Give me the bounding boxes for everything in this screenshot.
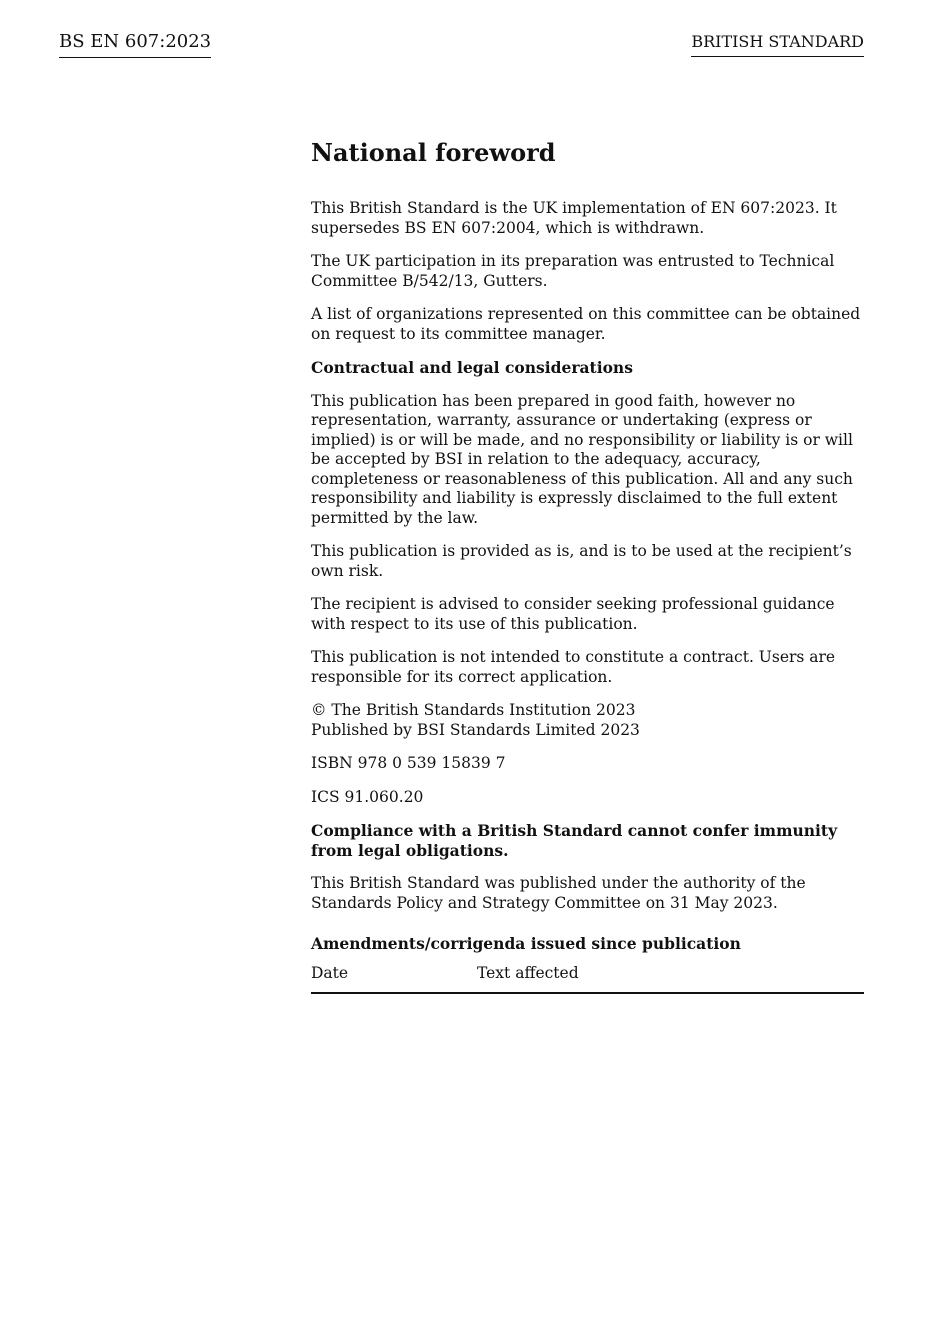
amendments-col-text: Text affected	[477, 964, 579, 982]
compliance-statement: Compliance with a British Standard cannot confer immunity from legal obligations.	[311, 821, 838, 860]
publisher-line: Published by BSI Standards Limited 2023	[311, 720, 640, 739]
amendments-col-date: Date	[311, 964, 349, 982]
page-title: National foreword	[311, 138, 556, 167]
isbn: ISBN 978 0 539 15839 7	[311, 754, 506, 772]
paragraph-participation: The UK participation in its preparation was entrusted to Technical Committee B/542/13, Gutters.	[311, 252, 835, 290]
paragraph-committee-list: A list of organizations represented on this committee can be obtained on request to its committee manager.	[311, 305, 861, 343]
amendments-table-header	[311, 963, 864, 994]
running-header-doc-id: BS EN 607:2023	[59, 31, 211, 58]
paragraph-own-risk: This publication is provided as is, and is to be used at the recipient’s own risk.	[311, 542, 852, 580]
paragraph-good-faith: This publication has been prepared in good faith, however no representation, warranty, assurance or undertaking (express or implied) is or will be made, and no responsibility or liability is or will be accepted by BSI in relation to the adequacy, accuracy, completeness or reasonableness of this publication. All and any such responsibility and liability is expressly disclaimed to the full extent permitted by the law.	[311, 391, 853, 527]
running-header-series: BRITISH STANDARD	[691, 31, 864, 57]
contract-heading: Contractual and legal considerations	[311, 358, 633, 377]
paragraph-implementation: This British Standard is the UK implementation of EN 607:2023. It supersedes BS EN 607:2004, which is withdrawn.	[311, 199, 837, 237]
paragraph-not-contract: This publication is not intended to constitute a contract. Users are responsible for its correct application.	[311, 648, 836, 686]
paragraph-authority: This British Standard was published under the authority of the Standards Policy and Strategy Committee on 31 May 2023.	[311, 874, 806, 912]
copyright-block	[311, 701, 864, 740]
ics: ICS 91.060.20	[311, 787, 424, 806]
amendments-title: Amendments/corrigenda issued since publication	[311, 934, 741, 953]
paragraph-guidance: The recipient is advised to consider seeking professional guidance with respect to its use of this publication.	[311, 595, 835, 633]
copyright-line: © The British Standards Institution 2023	[311, 701, 636, 719]
foreword-content	[311, 138, 864, 994]
